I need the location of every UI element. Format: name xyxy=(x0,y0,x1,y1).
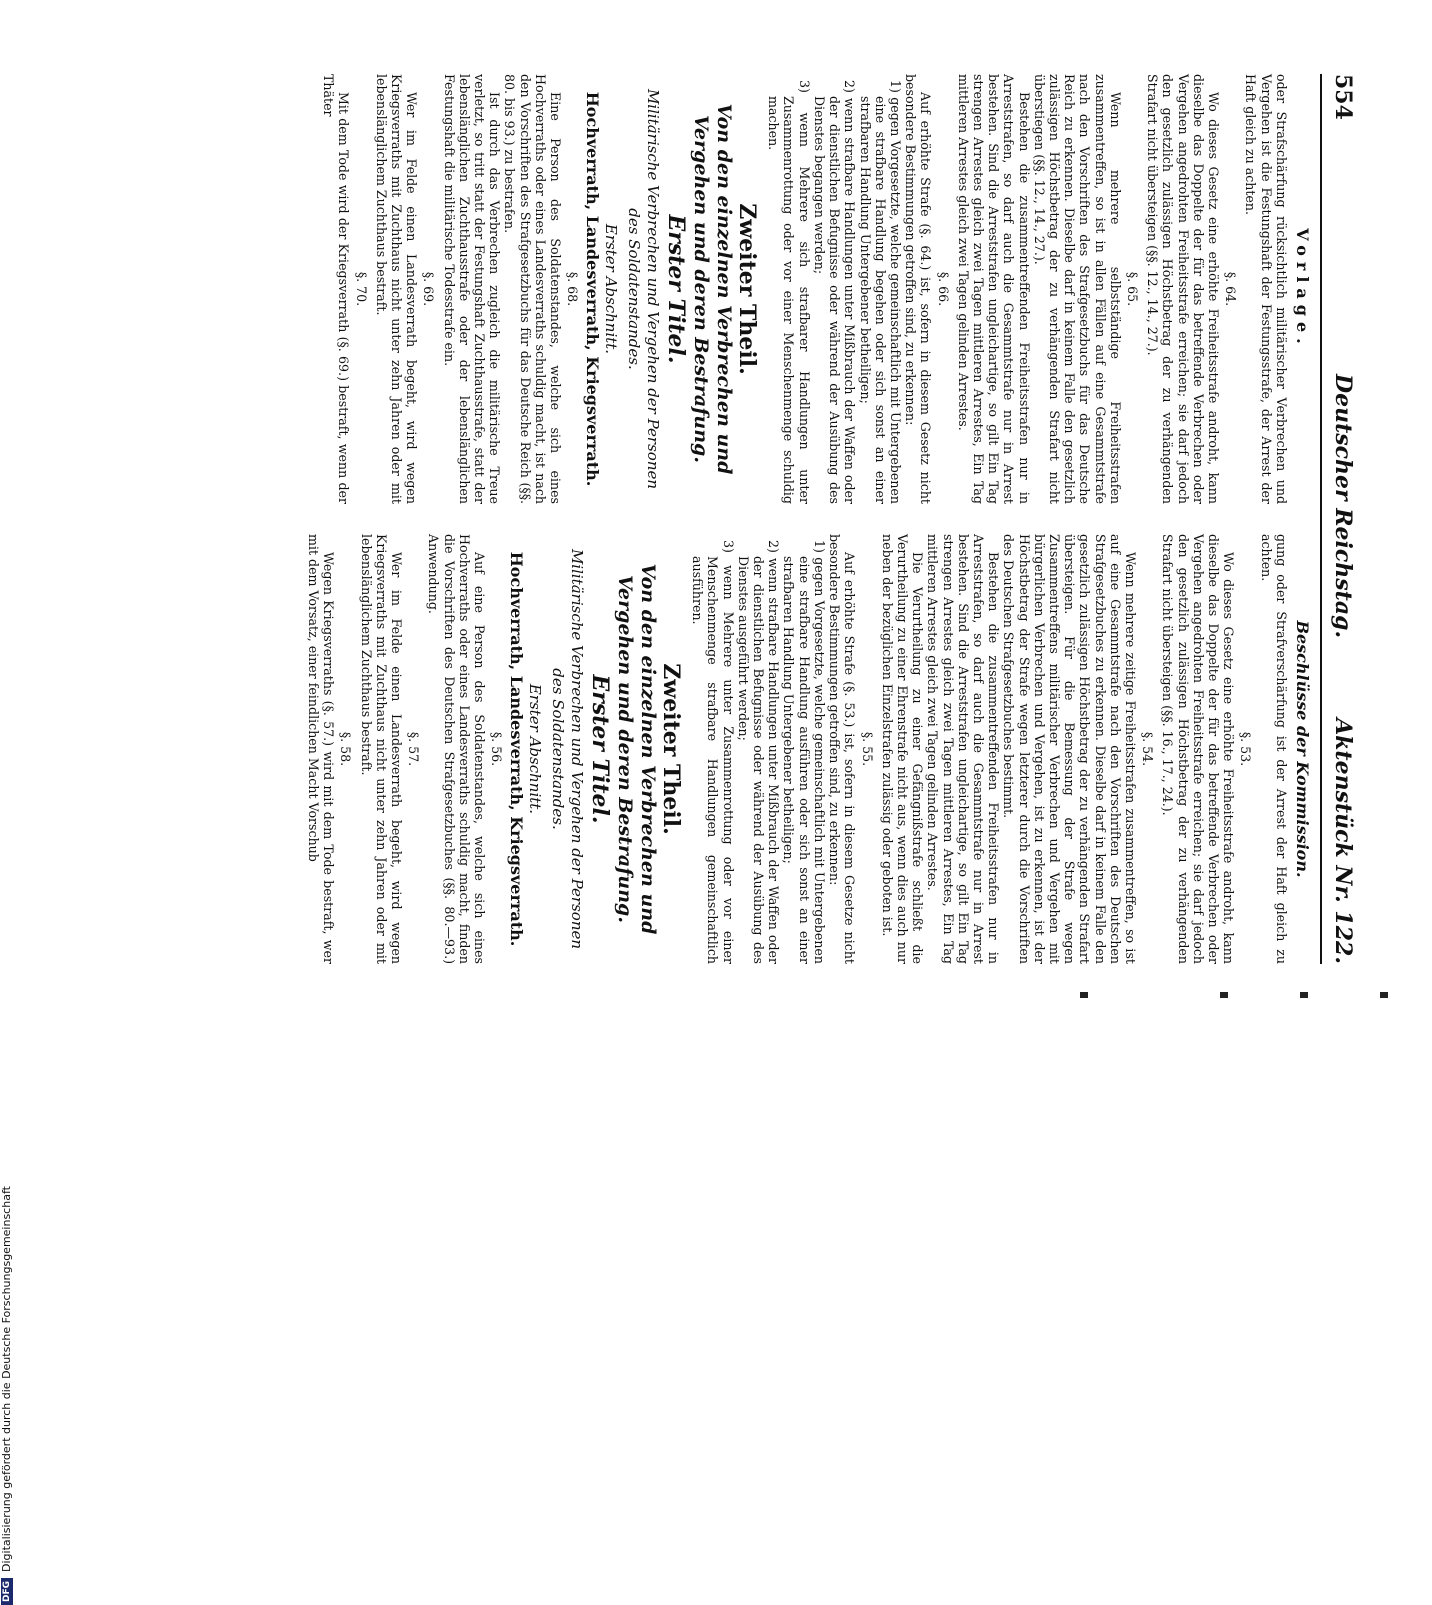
section-title: Hochverrath, Landesverrath, Kriegsverrath. xyxy=(507,551,527,947)
paragraph: Wer im Felde einen Landesverrath begeht, wird wegen Kriegsverraths mit Zuchthaus nicht unter zehn Jahren oder mit lebenslänglichem Zuchthaus bestraft. xyxy=(358,534,405,964)
edge-mark xyxy=(1380,992,1388,998)
edge-mark xyxy=(1080,992,1088,998)
edge-mark xyxy=(1220,992,1228,998)
column-heading: Beschlüsse der Kommission. xyxy=(1293,620,1312,878)
section-number: §. 57. xyxy=(406,731,422,767)
part-title: Von den einzelnen Verbrechen und Vergehen und deren Bestrafung. xyxy=(689,103,735,475)
list-item: 1) gegen Vorgesetzte, welche gemeinschaftlich mit Untergebenen eine strafbare Handlung ausführen oder sich sonst an einer strafbaren Handlung Untergebener betheiligen; xyxy=(781,540,827,964)
paragraph: Auf erhöhte Strafe (§. 64.) ist, sofern in diesem Gesetz nicht besondere Bestimmungen getroffen sind, zu erkennen: xyxy=(903,74,934,504)
paragraph: Bestehen die zusammentreffenden Freiheitsstrafen nur in Arreststrafen, so darf auch die Gesammtstrafe nur in Arrest bestehen. Sind die Arreststrafen ungleichartige, so gilt Ein Tag strengen Arrestes gleich zwei Tagen mittleren Arrestes, Ein Tag mittleren Arrestes gleich zwei Tagen gelinden Arrestes. xyxy=(955,74,1032,504)
section-number: §. 66. xyxy=(935,271,951,307)
section-heading: Erster Abschnitt. xyxy=(525,683,544,815)
part-heading: Zweiter Theil. xyxy=(658,663,685,835)
paragraph: oder Strafschärfung rücksichtlich militärischer Verbrechen und Vergehen ist die Festungshaft der Festungsstrafe, der Arrest der Haft gleich zu achten. xyxy=(1243,74,1289,504)
section-heading: Erster Abschnitt. xyxy=(601,223,620,355)
paragraph: Ist durch das Verbrechen zugleich die militärische Treue verletzt, so tritt statt der Festungshaft Zuchthausstrafe, statt der lebenslänglichen Zuchthausstrafe oder der lebenslänglichen Festungshaft die militärische Todesstrafe ein. xyxy=(441,74,503,504)
section-number: §. 55. xyxy=(859,731,875,767)
paragraph: Wegen Kriegsverraths (§. 57.) wird mit dem Tode bestraft, wer mit dem Vorsatz, einer feindlichen Macht Vorschub xyxy=(306,534,337,964)
section-number: §. 58. xyxy=(338,731,354,767)
section-number: §. 70. xyxy=(353,271,369,307)
section-number: §. 54. xyxy=(1140,731,1156,767)
digitization-credit xyxy=(0,605,20,1605)
list-item: 2) wenn strafbare Handlungen unter Mißbrauch der Waffen oder der dienstlichen Befugnisse oder während der Ausübung des Dienstes ausgeführt werden; xyxy=(735,540,782,964)
paragraph: Die Verurtheilung zu einer Gefängnißstrafe schließt die Verurtheilung zu einer Ehrenstrafe nicht aus, wenn dies auch nur neben der bezüglichen Einzelstrafen zulässig oder geboten ist. xyxy=(879,534,926,964)
paragraph: Wo dieses Gesetz eine erhöhte Freiheitsstrafe androht, kann dieselbe das Doppelte der für das betreffende Verbrechen oder Vergehen angedrohten Freiheitsstrafe erreichen; sie darf jedoch den gesetzlich zulässigen Höchstbetrag der zu verhängenden Strafart nicht übersteigen (§§. 12., 14., 27.). xyxy=(1145,74,1221,504)
column-kommission xyxy=(306,534,1310,964)
masthead: Deutscher Reichstag. xyxy=(1330,374,1356,639)
section-title: Hochverrath, Landesverrath, Kriegsverrath. xyxy=(583,91,603,487)
paragraph: Wenn mehrere zeitige Freiheitsstrafen zusammentreffen, so ist auf eine Gesammtstrafe nach den Vorschriften des Deutschen Strafgesetzbuches zu erkennen. Dieselbe darf in keinem Falle den gesetzlich zulässigen Höchstbetrag der zu verhängenden Strafart übersteigen. Für die Bemessung der Strafe wegen Zusammentreffens militärischer Verbrechen und Vergehen mit bürgerlichen Verbrechen und Vergehen, ist zu erkennen, ist der Höchstbetrag der Strafe wegen letzterer durch die Vorschriften des Deutschen Strafgesetzbuches bestimmt. xyxy=(1001,534,1138,964)
edge-mark xyxy=(1300,992,1308,998)
section-number: §. 65. xyxy=(1124,271,1140,307)
document-page xyxy=(0,34,1372,1004)
section-number: §. 53. xyxy=(1238,731,1254,767)
title-heading: Erster Titel. xyxy=(586,674,613,824)
page-header xyxy=(1320,74,1362,964)
paragraph: Mit dem Tode wird der Kriegsverrath (§. 69.) bestraft, wenn der Thäter xyxy=(321,74,352,504)
section-number: §. 69. xyxy=(421,271,437,307)
paragraph: Auf eine Person des Soldatenstandes, welche sich eines Hochverraths oder eines Landesverraths schuldig macht, finden die Vorschriften des Deutschen Strafgesetzbuches (§§. 80.—93.) Anwendung. xyxy=(426,534,488,964)
title-subheading: Militärische Verbrechen und Vergehen der Personen des Soldatenstandes. xyxy=(548,548,586,950)
part-title: Von den einzelnen Verbrechen und Vergehen und deren Bestrafung. xyxy=(613,563,659,935)
credit-text: Digitalisierung gefördert durch die Deutsche Forschungsgemeinschaft xyxy=(0,1186,13,1572)
list-item: 1) gegen Vorgesetzte, welche gemeinschaftlich mit Untergebenen eine strafbare Handlung begehen oder sich sonst an einer strafbaren Handlung Untergebener betheiligen; xyxy=(857,80,903,504)
document-number: Aktenstück Nr. 122. xyxy=(1330,718,1356,964)
paragraph: Wenn mehrere selbstständige Freiheitsstrafen zusammentreffen, so ist in allen Fällen auf eine Gesammtstrafe nach den Vorschriften des Strafgesetzbuchs für das Deutsche Reich zu erkennen. Dieselbe darf in keinem Falle den gesetzlich zulässigen Höchstbetrag der zu verhängenden Strafart nicht überstiegen (§§. 12., 14., 27.). xyxy=(1031,74,1123,504)
paragraph: Wo dieses Gesetz eine erhöhte Freiheitsstrafe androht, kann dieselbe das Doppelte der für das betreffende Verbrechen oder Vergehen angedrohten Freiheitsstrafe erreichen; sie darf jedoch den gesetzlich zulässigen Höchstbetrag der zu verhängenden Strafart nicht übersteigen (§§. 16., 17., 24.). xyxy=(1160,534,1237,964)
paragraph: Auf erhöhte Strafe (§. 53.) ist, sofern in diesem Gesetze nicht besondere Bestimmungen getroffen sind, zu erkennen: xyxy=(827,534,858,964)
paragraph: Eine Person des Soldatenstandes, welche sich eines Hochverraths oder eines Landesverraths schuldig macht, ist nach den Vorschriften des Strafgesetzbuchs für das Deutsche Reich (§§. 80. bis 93.) zu bestrafen. xyxy=(502,74,564,504)
page-number: 554 xyxy=(1330,74,1356,120)
list-item: 3) wenn Mehrere sich strafbarer Handlungen unter Zusammenrottung oder vor einer Menschenmenge schuldig machen. xyxy=(766,80,812,504)
paragraph: Wer im Felde einen Landesverrath begeht, wird wegen Kriegsverraths mit Zuchthaus nicht unter zehn Jahren oder mit lebenslänglichem Zuchthaus bestraft. xyxy=(373,74,420,504)
dfg-logo: DFG xyxy=(1,1578,13,1605)
section-number: §. 68. xyxy=(565,271,581,307)
title-heading: Erster Titel. xyxy=(662,214,689,364)
section-number: §. 64. xyxy=(1223,271,1239,307)
column-vorlage xyxy=(321,74,1310,504)
section-number: §. 56. xyxy=(489,731,505,767)
list-item: 3) wenn Mehrere unter Zusammenrottung oder vor einer Menschenmenge strafbare Handlungen gemeinschaftlich ausführen. xyxy=(690,540,736,964)
title-subheading: Militärische Verbrechen und Vergehen der Personen des Soldatenstandes. xyxy=(624,88,662,490)
paragraph: Bestehen die zusammentreffenden Freiheitsstrafen nur in Arreststrafen, so darf auch die Gesammtstrafe nur in Arrest bestehen. Sind die Arreststrafen ungleichartige, so gilt Ein Tag strengen Arrestes gleich zwei Tagen mittleren Arrestes, Ein Tag mittleren Arrestes gleich zwei Tagen gelinden Arrestes. xyxy=(925,534,1002,964)
part-heading: Zweiter Theil. xyxy=(734,203,761,375)
paragraph: gung oder Strafverschärfung ist der Arrest der Haft gleich zu achten. xyxy=(1258,534,1289,964)
column-heading: Vorlage. xyxy=(1293,228,1312,350)
list-item: 2) wenn strafbare Handlungen unter Mißbrauch der Waffen oder der dienstlichen Befugnisse oder während der Ausübung des Dienstes begangen werden; xyxy=(811,80,858,504)
